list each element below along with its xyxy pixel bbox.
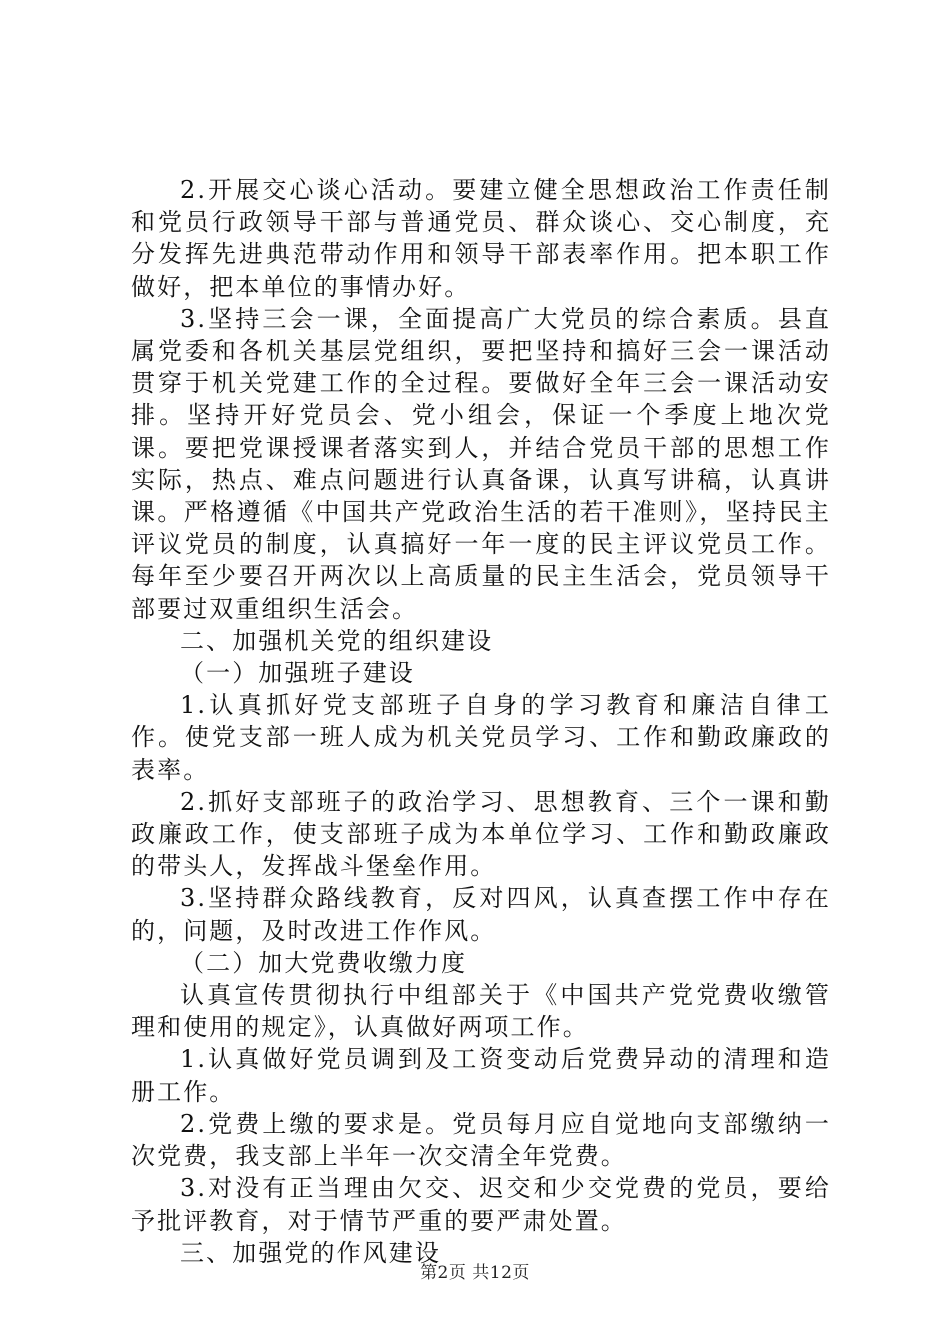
paragraph-dues-1: 1.认真做好党员调到及工资变动后党费异动的清理和造册工作。 <box>131 1045 831 1106</box>
paragraph-dues-2: 2.党费上缴的要求是。党员每月应自觉地向支部缴纳一次党费，我支部上半年一次交清全年党费。 <box>131 1109 831 1171</box>
paragraph-dues-3: 3.对没有正当理由欠交、迟交和少交党费的党员，要给予批评教育，对于情节严重的要严肃处置。 <box>131 1174 831 1235</box>
paragraph-3-three-meetings: 3.坚持三会一课，全面提高广大党员的综合素质。县直属党委和各机关基层党组织，要把坚持和搞好三会一课活动贯穿于机关党建工作的全过程。要做好全年三会一课活动安排。坚持开好党员会、党小组会，保证一个季度上地次党课。要把党课授课者落实到人，并结合党员干部的思想工作实际，热点、难点问题进行认真备课，认真写讲稿，认真讲课。严格遵循《中国共产党政治生活的若干准则》，坚持民主评议党员的制度，认真搞好一年一度的民主评议党员工作。每年至少要召开两次以上高质量的民主生活会，党员领导干部要过双重组织生活会。 <box>131 304 831 623</box>
document-body <box>131 174 831 1269</box>
section-heading-work-style: 三、加强党的作风建设 <box>180 1238 441 1267</box>
subsection-heading-team-building: （一）加强班子建设 <box>180 659 415 688</box>
paragraph-2-heart-to-heart: 2.开展交心谈心活动。要建立健全思想政治工作责任制和党员行政领导干部与普通党员、群众谈心、交心制度，充分发挥先进典范带动作用和领导干部表率作用。把本职工作做好，把本单位的事情办好。 <box>131 176 831 301</box>
paragraph-team-2: 2.抓好支部班子的政治学习、思想教育、三个一课和勤政廉政工作，使支部班子成为本单位学习、工作和勤政廉政的带头人，发挥战斗堡垒作用。 <box>131 787 831 881</box>
section-heading-organization: 二、加强机关党的组织建设 <box>180 626 494 655</box>
paragraph-team-1: 1.认真抓好党支部班子自身的学习教育和廉洁自律工作。使党支部一班人成为机关党员学习、工作和勤政廉政的表率。 <box>131 691 831 784</box>
paragraph-team-3: 3.坚持群众路线教育，反对四风，认真查摆工作中存在的，问题，及时改进工作作风。 <box>131 884 831 945</box>
subsection-heading-party-dues: （二）加大党费收缴力度 <box>180 948 468 977</box>
page-number-footer: 第2页 共12页 <box>420 1263 530 1283</box>
paragraph-dues-intro: 认真宣传贯彻执行中组部关于《中国共产党党费收缴管理和使用的规定》，认真做好两项工作。 <box>131 981 831 1042</box>
